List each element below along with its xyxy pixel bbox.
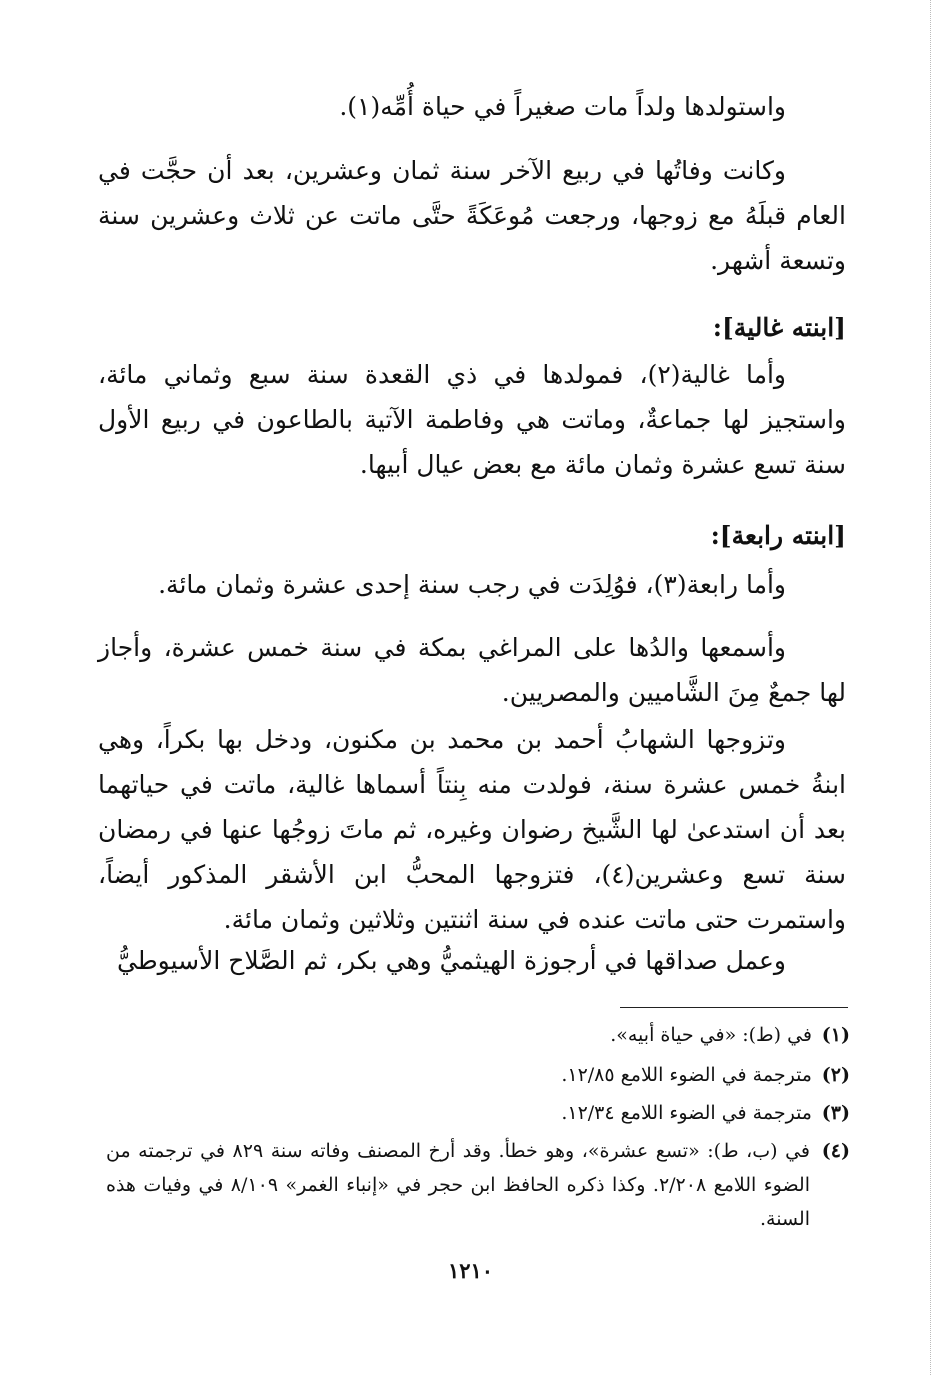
page-number: ١٢١٠ bbox=[447, 1258, 494, 1283]
footnote-text: مترجمة في الضوء اللامع ١٢/٨٥. bbox=[561, 1064, 812, 1086]
footnote-number: (٤) bbox=[821, 1140, 850, 1162]
footnote-number: (٣) bbox=[821, 1102, 850, 1124]
paragraph-6: وتزوجها الشهابُ أحمد بن محمد بن مكنون، ودخل بها بكراً، وهي ابنةُ خمس عشرة سنة، فولدت منه بِنتاً أسماها غالية، ماتت في حياتهما بعد أن استدعىٰ لها الشَّيخ رضوان وغيره، ثم ماتَ زوجُها عنها في رمضان سنة تسع وعشرين(٤)، فتزوجها المحبُّ ابن الأشقر المذكور أيضاً، واستمرت حتى ماتت عنده في سنة اثنتين وثلاثين وثمان مائة. bbox=[98, 725, 846, 934]
section-heading-rabia: [ابنته رابعة]: bbox=[710, 521, 846, 550]
footnote-3 bbox=[106, 1096, 850, 1130]
paragraph-5: وأسمعها والدُها على المراغي بمكة في سنة خمس عشرة، وأجاز لها جمعٌ مِنَ الشَّاميين والمصريين. bbox=[98, 633, 846, 707]
footnote-1 bbox=[106, 1018, 850, 1052]
footnote-2 bbox=[106, 1058, 850, 1092]
footnote-number: (٢) bbox=[821, 1064, 850, 1086]
paragraph-1: واستولدها ولداً مات صغيراً في حياة أُمِّه(١). bbox=[339, 92, 786, 121]
footnote-4 bbox=[106, 1134, 850, 1236]
footnote-separator bbox=[620, 1007, 848, 1008]
paragraph-4: وأما رابعة(٣)، فوُلِدَت في رجب سنة إحدى عشرة وثمان مائة. bbox=[158, 570, 786, 599]
paragraph-7: وعمل صداقها في أرجوزة الهيثميُّ وهي بكر، ثم الصَّلاح الأسيوطيُّ bbox=[116, 946, 786, 975]
scan-edge-dots bbox=[930, 0, 932, 1375]
footnote-number: (١) bbox=[821, 1024, 850, 1046]
paragraph-2: وكانت وفاتُها في ربيع الآخر سنة ثمان وعشرين، بعد أن حجَّت في العام قبلَهُ مع زوجها، ورجعت مُوعَكَةً حتَّى ماتت عن ثلاث وعشرين سنة وتسعة أشهر. bbox=[98, 156, 846, 275]
footnote-text: في (ب، ط): «تسع عشرة»، وهو خطأ. وقد أرخ المصنف وفاته سنة ٨٢٩ في ترجمته من الضوء اللامع ٢/٢٠٨. وكذا ذكره الحافظ ابن حجر في «إنباء الغمر» ٨/١٠٩ في وفيات هذه السنة. bbox=[106, 1140, 811, 1230]
paragraph-3: وأما غالية(٢)، فمولدها في ذي القعدة سنة سبع وثماني مائة، واستجيز لها جماعةٌ، وماتت هي وفاطمة الآتية بالطاعون في ربيع الأول سنة تسع عشرة وثمان مائة مع بعض عيال أبيها. bbox=[98, 360, 846, 479]
footnote-text: مترجمة في الضوء اللامع ١٢/٣٤. bbox=[561, 1102, 812, 1124]
section-heading-ghaliya: [ابنته غالية]: bbox=[712, 313, 846, 342]
footnote-text: في (ط): «في حياة أبيه». bbox=[610, 1024, 812, 1046]
